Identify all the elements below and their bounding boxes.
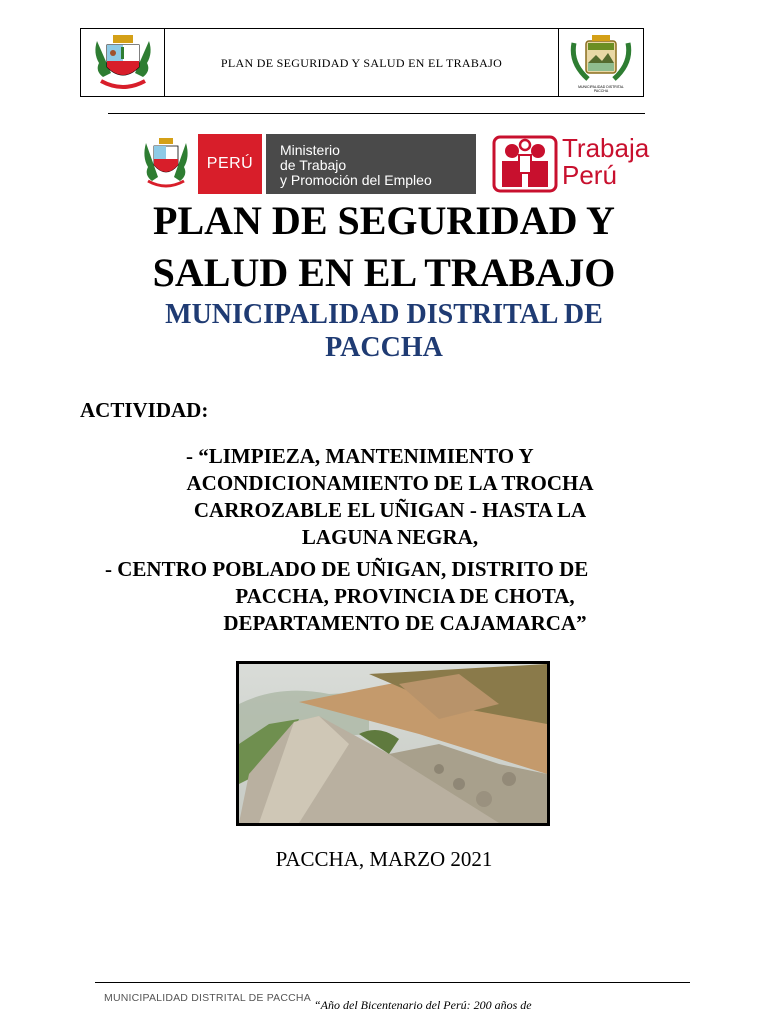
activity-bullet-1 <box>150 443 630 551</box>
trabaja-peru-icon <box>492 135 558 193</box>
trabaja-peru-wordmark <box>562 135 649 189</box>
footer-divider <box>95 982 690 983</box>
peru-word: Perú <box>562 160 617 190</box>
road-photo <box>236 661 550 826</box>
municipality-emblem-icon <box>568 33 634 85</box>
document-title-line-2: SALUD EN EL TRABAJO <box>152 250 616 295</box>
activity-label: ACTIVIDAD: <box>80 398 209 422</box>
header-divider <box>108 113 645 114</box>
bullet-1-line-4: LAGUNA NEGRA, <box>301 525 479 549</box>
bullet-1-line-1: - “LIMPIEZA, MANTENIMIENTO Y <box>186 444 534 468</box>
place-and-date: PACCHA, MARZO 2021 <box>275 847 493 871</box>
ministry-logos-row <box>142 133 662 193</box>
peru-coat-of-arms-cell <box>81 29 165 96</box>
activity-bullet-2 <box>95 556 715 637</box>
municipality-logo-cell <box>559 29 643 96</box>
peru-label-box: PERÚ <box>198 134 262 194</box>
document-title-line-1: PLAN DE SEGURIDAD Y <box>153 198 615 243</box>
road-landscape-image <box>239 664 547 823</box>
bullet-2-line-1: - CENTRO POBLADO DE UÑIGAN, DISTRITO DE <box>105 557 589 581</box>
bullet-2-line-2: PACCHA, PROVINCIA DE CHOTA, <box>235 584 575 608</box>
header-table <box>80 28 644 97</box>
ministry-name-box <box>266 134 476 194</box>
header-title: PLAN DE SEGURIDAD Y SALUD EN EL TRABAJO <box>165 29 559 96</box>
ministry-line-1: Ministerio <box>280 142 340 158</box>
document-subtitle-line-2: PACCHA <box>325 332 443 363</box>
bullet-1-line-2: ACONDICIONAMIENTO DE LA TROCHA <box>186 471 594 495</box>
ministry-line-3: y Promoción del Empleo <box>280 172 432 188</box>
trabaja-word: Trabaja <box>562 133 650 163</box>
ministry-line-2: de Trabajo <box>280 157 347 173</box>
bullet-1-line-3: CARROZABLE EL UÑIGAN - HASTA LA <box>193 498 587 522</box>
footer-municipality: MUNICIPALIDAD DISTRITAL DE PACCHA <box>104 992 311 1004</box>
municipality-logo-caption: MUNICIPALIDAD DISTRITAL PACCHA <box>578 84 624 93</box>
bullet-2-line-3: DEPARTAMENTO DE CAJAMARCA” <box>223 611 587 635</box>
peru-shield-icon <box>142 137 190 189</box>
footer-bicentennial-motto: “Año del Bicentenario del Perú: 200 años de <box>314 998 532 1012</box>
peru-coat-of-arms-icon <box>91 33 155 93</box>
document-subtitle-line-1: MUNICIPALIDAD DISTRITAL DE <box>165 299 603 330</box>
